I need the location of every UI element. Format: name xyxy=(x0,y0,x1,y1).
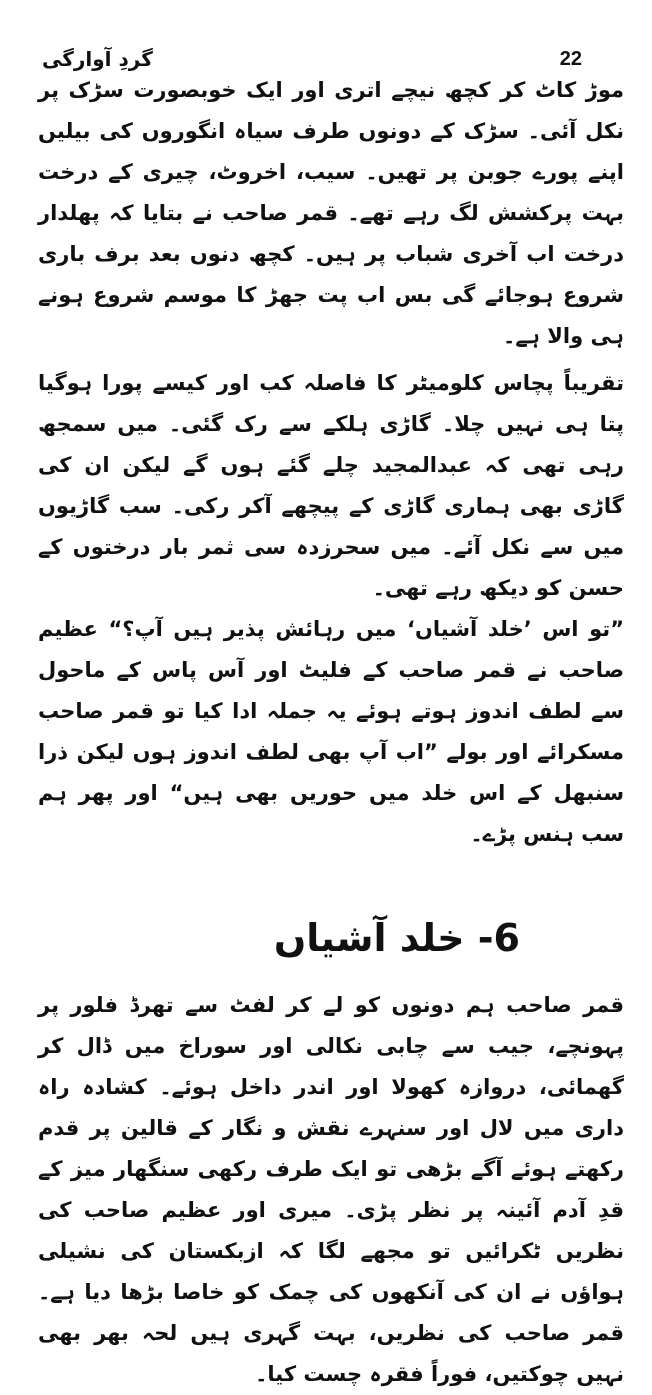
paragraph-4: قمر صاحب ہم دونوں کو لے کر لفٹ سے تھرڈ فلور پر پہونچے، جیب سے چابی نکالی اور سوراخ میں ڈال کر گھمائی، دروازہ کھولا اور اندر داخل ہوئے۔ کشادہ راہ داری میں لال اور سنہرے نقش و نگار کے قالین پر قدم رکھتے ہوئے آگے بڑھی تو ایک طرف رکھی سنگھار میز کے قدِ آدم آئینہ پر نظر پڑی۔ میری اور عظیم صاحب کی نظریں ٹکرائیں تو مجھے لگا کہ ازبکستان کی نشیلی ہواؤں نے ان کی آنکھوں کی چمک کو خاصا بڑھا دیا ہے۔ قمر صاحب کی نظریں، بہت گہری ہیں لحہ بھر بھی نہیں چوکتیں، فوراً فقرہ چست کیا۔ xyxy=(38,993,624,1386)
page-number: 22 xyxy=(559,47,582,70)
page-content xyxy=(38,70,624,1395)
paragraph-1: موڑ کاٹ کر کچھ نیچے اتری اور ایک خوبصورت سڑک پر نکل آئی۔ سڑک کے دونوں طرف سیاہ انگوروں کی بیلیں اپنے پورے جوبن پر تھیں۔ سیب، اخروٹ، چیری کے درخت بہت پرکشش لگ رہے تھے۔ قمر صاحب نے بتایا کہ پھلدار درخت اب آخری شباب پر ہیں۔ کچھ دنوں بعد برف باری شروع ہوجائے گی بس اب پت جھڑ کا موسم شروع ہونے ہی والا ہے۔ xyxy=(38,78,624,348)
paragraph-3: ”تو اس ’خلد آشیاں‘ میں رہائش پذیر ہیں آپ؟“ عظیم صاحب نے قمر صاحب کے فلیٹ اور آس پاس کے ماحول سے لطف اندوز ہوتے ہوئے یہ جملہ ادا کیا تو قمر صاحب مسکرائے اور بولے ”اب آپ بھی لطف اندوز ہوں لیکن ذرا سنبھل کے اس خلد میں حوریں بھی ہیں“ اور پھر ہم سب ہنس پڑے۔ xyxy=(38,617,624,846)
section-heading: 6- خلد آشیاں xyxy=(273,916,520,960)
paragraph-2: تقریباً پچاس کلومیٹر کا فاصلہ کب اور کیسے پورا ہوگیا پتا ہی نہیں چلا۔ گاڑی ہلکے سے رک گئی۔ میں سمجھ رہی تھی کہ عبدالمجید چلے گئے ہوں گے لیکن ان کی گاڑی بھی ہماری گاڑی کے پیچھے آکر رکی۔ سب گاڑیوں میں سے نکل آئے۔ میں سحرزدہ سی ثمر بار درختوں کے حسن کو دیکھ رہے تھی۔ xyxy=(38,371,624,600)
book-title: گردِ آوارگی xyxy=(42,47,153,71)
